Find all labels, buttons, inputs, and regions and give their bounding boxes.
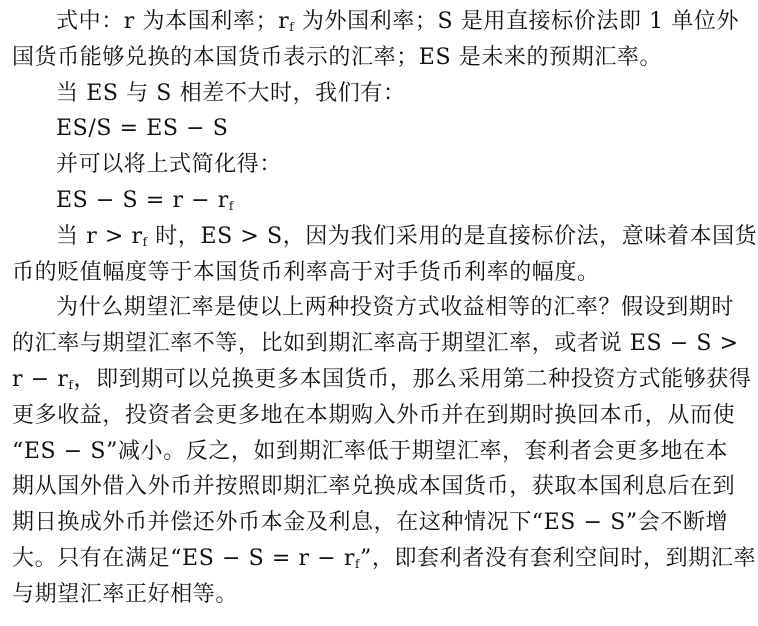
subscript-f: f xyxy=(228,198,234,213)
text-segment: 时，ES > S，因为我们采用的是直接标价法，意味着本国货 xyxy=(147,223,758,249)
paragraph-reasoning-line-9: 与期望汇率正好相等。 xyxy=(12,581,239,607)
equation-2 xyxy=(12,183,748,219)
paragraph-reasoning-line-2: 的汇率与期望汇率不等，比如到期汇率高于期望汇率，或者说 ES − S > xyxy=(12,331,739,357)
paragraph-simplify: 并可以将上式简化得： xyxy=(56,152,283,178)
paragraph-condition: 当 ES 与 S 相差不大时，我们有： xyxy=(56,80,406,106)
text-segment: ”，即套利者没有套利空间时，到期汇率 xyxy=(360,545,757,571)
paragraph-definitions-line-1 xyxy=(12,4,748,40)
paragraph-reasoning-line-5: “ES − S”减小。反之，如到期汇率低于期望汇率，套利者会更多地在本 xyxy=(12,438,729,464)
paragraph-explanation-line-2: 币的贬值幅度等于本国货币利率高于对手货币利率的幅度。 xyxy=(12,259,600,285)
equation-1: ES/S = ES − S xyxy=(56,116,229,142)
text-segment: 当 r > r xyxy=(56,223,143,249)
text-segment: r − r xyxy=(12,366,69,392)
subscript-f: f xyxy=(68,377,74,392)
paragraph-reasoning-line-3 xyxy=(12,362,752,398)
text-segment: 大。只有在满足“ES − S = r − r xyxy=(12,545,355,571)
subscript-f: f xyxy=(142,234,148,249)
document-page xyxy=(12,4,758,613)
paragraph-reasoning-line-6: 期从国外借入外币并按照即期汇率兑换成本国货币，获取本国利息后在到 xyxy=(12,474,736,500)
paragraph-reasoning-line-4: 更多收益，投资者会更多地在本期购入外币并在到期时换回本币，从而使 xyxy=(12,402,736,428)
paragraph-reasoning-line-7: 期日换成外币并偿还外币本金及利息，在这种情况下“ES − S”会不断增 xyxy=(12,510,729,536)
text-segment: 式中：r 为本国利率；r xyxy=(56,9,290,34)
paragraph-definitions-line-2: 国货币能够兑换的本国货币表示的汇率；ES 是未来的预期汇率。 xyxy=(12,44,663,70)
equation-main: ES − S = r − r xyxy=(56,187,229,213)
paragraph-reasoning-line-8 xyxy=(12,541,757,577)
paragraph-reasoning-line-1: 为什么期望汇率是使以上两种投资方式收益相等的汇率？假设到期时 xyxy=(56,295,735,321)
text-segment: 为外国利率；S 是用直接标价法即 1 单位外 xyxy=(294,9,740,34)
text-segment: ，即到期可以兑换更多本国货币，那么采用第二种投资方式能够获得 xyxy=(73,366,752,392)
paragraph-explanation-line-1 xyxy=(12,219,758,255)
subscript-f: f xyxy=(289,20,295,34)
subscript-f: f xyxy=(354,556,360,571)
